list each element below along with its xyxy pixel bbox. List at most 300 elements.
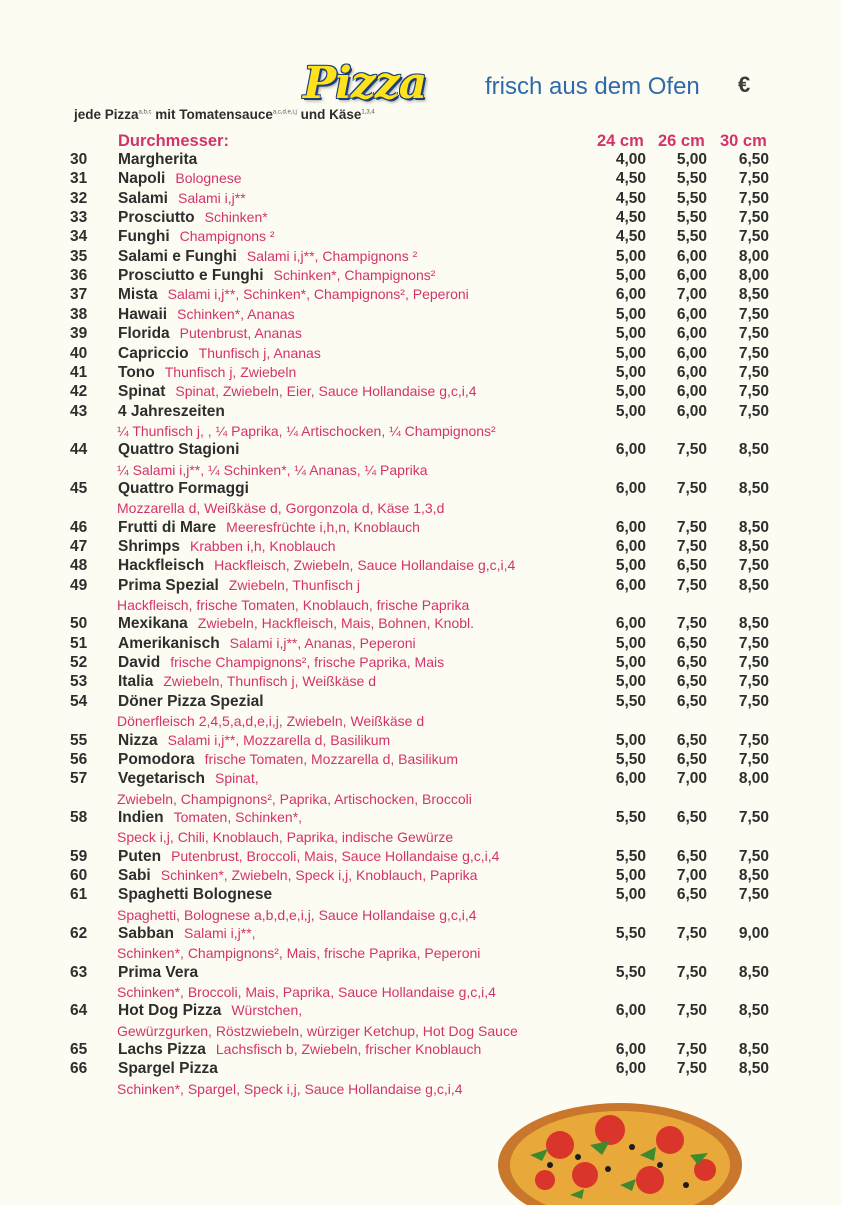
price-24cm: 5,50 [615, 808, 646, 826]
item-name: Prosciutto [118, 209, 195, 227]
price-30cm: 8,50 [738, 1060, 769, 1078]
item-ingredients: frische Tomaten, Mozzarella d, Basilikum [204, 750, 459, 767]
price-30cm: 8,50 [738, 441, 769, 459]
price-24cm: 5,00 [615, 247, 646, 265]
size-header-24: 24 cm [597, 132, 644, 150]
price-30cm: 8,00 [738, 770, 769, 788]
item-number: 33 [70, 209, 88, 227]
item-ingredients: Putenbrust, Broccoli, Mais, Sauce Hollandaise g,c,i,4 [171, 847, 500, 864]
pizza-logo: Pizza [303, 58, 427, 109]
item-name: Funghi [118, 228, 170, 246]
price-24cm: 6,00 [615, 538, 646, 555]
item-ingredients: Bolognese [175, 170, 242, 187]
item-name-line [118, 519, 420, 537]
item-number: 42 [70, 383, 88, 401]
price-26cm: 6,50 [676, 692, 707, 710]
price-26cm: 7,50 [676, 1002, 707, 1020]
price-30cm: 7,50 [738, 402, 769, 420]
item-number: 60 [70, 866, 88, 884]
item-name-line [118, 886, 272, 904]
price-30cm: 8,50 [738, 1041, 769, 1059]
menu-item [0, 693, 842, 713]
menu-item [0, 1002, 842, 1022]
price-24cm: 5,00 [615, 267, 646, 285]
price-26cm: 7,50 [676, 925, 707, 942]
item-ingredients: Würstchen, [231, 1002, 303, 1019]
price-30cm: 8,50 [738, 866, 769, 884]
item-ingredients: Schinken* [204, 209, 268, 226]
item-name-line [118, 693, 264, 711]
item-number: 39 [70, 325, 88, 343]
item-number: 53 [70, 673, 88, 691]
price-24cm: 6,00 [615, 1041, 646, 1059]
price-24cm: 5,50 [615, 692, 646, 710]
price-24cm: 6,00 [615, 441, 646, 459]
item-number: 41 [70, 363, 88, 381]
price-26cm: 7,00 [676, 866, 707, 884]
item-ingredients-line: ¼ Thunfisch j, , ¼ Paprika, ¼ Artischocken, ¼ Champignons² [117, 422, 496, 439]
price-30cm: 8,50 [738, 479, 769, 497]
menu-item [0, 383, 842, 403]
menu-item [0, 480, 842, 500]
price-30cm: 8,00 [738, 247, 769, 265]
item-name: Tono [118, 363, 155, 381]
price-24cm: 6,00 [615, 1060, 646, 1078]
item-ingredients: Salami i,j**, [183, 925, 256, 941]
price-30cm: 7,50 [738, 189, 769, 207]
item-name: David [118, 654, 161, 672]
item-ingredients: Schinken*, Zwiebeln, Speck i,j, Knoblauch, Paprika [160, 866, 478, 883]
item-ingredients: Zwiebeln, Thunfisch j, Weißkäse d [163, 673, 377, 690]
menu-item [0, 1060, 842, 1080]
price-30cm: 7,50 [738, 692, 769, 710]
item-name: Capriccio [118, 344, 189, 362]
price-26cm: 7,50 [676, 1041, 707, 1059]
price-24cm: 5,50 [615, 925, 646, 942]
item-number: 32 [70, 189, 88, 207]
item-name: Italia [118, 673, 154, 691]
item-name-line [118, 209, 268, 227]
menu-item [0, 577, 842, 597]
item-ingredients-line: Schinken*, Spargel, Speck i,j, Sauce Hollandaise g,c,i,4 [117, 1080, 463, 1097]
menu-item [0, 151, 842, 171]
item-name-line [118, 635, 416, 653]
item-number: 47 [70, 538, 88, 555]
item-name-line [118, 306, 295, 324]
item-name: Hackfleisch [118, 557, 205, 575]
price-24cm: 5,00 [615, 634, 646, 652]
price-26cm: 6,50 [676, 750, 707, 768]
item-number: 54 [70, 692, 88, 710]
menu-item [0, 170, 842, 190]
menu-item [0, 770, 842, 790]
price-26cm: 6,50 [676, 557, 707, 575]
item-name-line [118, 925, 256, 943]
item-name: Salami [118, 189, 168, 207]
item-name: Hawaii [118, 305, 168, 323]
item-name-line [118, 170, 242, 188]
item-ingredients: Spinat, [215, 770, 259, 787]
item-name-line [118, 770, 259, 788]
menu-item [0, 1041, 842, 1061]
allergen-note-1: a,b,c [138, 109, 152, 116]
price-30cm: 7,50 [738, 383, 769, 401]
item-number: 64 [70, 1002, 88, 1020]
item-name-line [118, 809, 302, 827]
menu-item [0, 867, 842, 887]
item-name: Vegetarisch [118, 770, 206, 788]
item-name: Frutti di Mare [118, 518, 217, 536]
item-number: 43 [70, 402, 88, 420]
price-26cm: 7,50 [676, 576, 707, 594]
price-24cm: 6,00 [615, 576, 646, 594]
price-30cm: 7,50 [738, 654, 769, 672]
price-26cm: 6,00 [676, 305, 707, 323]
item-ingredients: Thunfisch j, Ananas [198, 344, 321, 361]
item-name-line [118, 577, 360, 595]
item-number: 55 [70, 731, 88, 749]
item-ingredients: Hackfleisch, Zwiebeln, Sauce Hollandaise g,c,i,4 [214, 557, 516, 574]
price-24cm: 5,00 [615, 363, 646, 381]
price-24cm: 5,50 [615, 963, 646, 981]
menu-item [0, 325, 842, 345]
item-ingredients: Salami i,j** [177, 189, 246, 206]
item-name-line [118, 286, 469, 304]
price-30cm: 7,50 [738, 673, 769, 691]
price-24cm: 6,00 [615, 518, 646, 536]
item-ingredients: Champignons ² [179, 228, 275, 245]
item-ingredients-line: Spaghetti, Bolognese a,b,d,e,i,j, Sauce Hollandaise g,c,i,4 [117, 906, 477, 923]
price-30cm: 7,50 [738, 634, 769, 652]
item-name: Sabban [118, 925, 174, 942]
item-number: 56 [70, 750, 88, 768]
item-name: Prima Spezial [118, 576, 219, 594]
item-name: Spinat [118, 383, 166, 401]
item-name-line [118, 403, 225, 421]
price-26cm: 5,50 [676, 189, 707, 207]
menu-item [0, 364, 842, 384]
item-ingredients-line: ¼ Salami i,j**, ¼ Schinken*, ¼ Ananas, ¼ Paprika [117, 461, 428, 478]
price-24cm: 5,00 [615, 383, 646, 401]
item-number: 45 [70, 479, 88, 497]
menu-item [0, 635, 842, 655]
price-26cm: 6,00 [676, 267, 707, 285]
intro-part-b: mit Tomatensauce [151, 107, 273, 122]
price-24cm: 4,50 [615, 209, 646, 227]
menu-item [0, 654, 842, 674]
item-name-line [118, 867, 477, 885]
price-30cm: 8,00 [738, 267, 769, 285]
item-ingredients: Schinken*, Ananas [177, 305, 295, 322]
item-ingredients-line: Mozzarella d, Weißkäse d, Gorgonzola d, Käse 1,3,d [117, 500, 445, 517]
item-name: Mista [118, 286, 158, 304]
item-name: Napoli [118, 170, 166, 188]
item-ingredients-line: Hackfleisch, frische Tomaten, Knoblauch, frische Paprika [117, 597, 470, 614]
item-number: 63 [70, 963, 88, 981]
menu-item [0, 306, 842, 326]
item-name: Florida [118, 325, 170, 343]
item-name: Pomodora [118, 750, 195, 768]
item-number: 35 [70, 247, 88, 265]
menu-item [0, 519, 842, 539]
item-name: Quattro Formaggi [118, 479, 249, 497]
price-24cm: 4,00 [615, 151, 646, 168]
item-ingredients: Salami i,j**, Ananas, Peperoni [229, 634, 416, 651]
price-30cm: 7,50 [738, 363, 769, 381]
price-26cm: 6,50 [676, 673, 707, 691]
price-30cm: 7,50 [738, 557, 769, 575]
item-number: 36 [70, 267, 88, 285]
item-name-line [118, 848, 499, 866]
menu-item [0, 209, 842, 229]
price-30cm: 8,50 [738, 518, 769, 536]
item-number: 66 [70, 1060, 88, 1078]
item-ingredients: Tomaten, Schinken*, [173, 808, 303, 825]
price-30cm: 7,50 [738, 228, 769, 246]
item-name: Lachs Pizza [118, 1041, 206, 1059]
price-24cm: 5,00 [615, 886, 646, 904]
item-name-line [118, 1041, 481, 1059]
price-30cm: 7,50 [738, 750, 769, 768]
price-24cm: 6,00 [615, 770, 646, 788]
price-26cm: 6,50 [676, 634, 707, 652]
item-ingredients: Lachsfisch b, Zwiebeln, frischer Knoblauch [215, 1041, 482, 1058]
item-name: Amerikanisch [118, 634, 220, 652]
menu-item [0, 673, 842, 693]
size-header-30: 30 cm [720, 132, 767, 150]
pizza-image [490, 1085, 750, 1205]
item-name-line [118, 151, 197, 169]
menu-item [0, 441, 842, 461]
price-30cm: 7,50 [738, 886, 769, 904]
menu-item [0, 886, 842, 906]
price-26cm: 7,00 [676, 770, 707, 788]
price-24cm: 5,00 [615, 673, 646, 691]
item-ingredients: Meeresfrüchte i,h,n, Knoblauch [226, 518, 420, 535]
item-ingredients-line: Zwiebeln, Champignons², Paprika, Artischocken, Broccoli [117, 790, 472, 807]
price-26cm: 6,50 [676, 847, 707, 865]
item-number: 48 [70, 557, 88, 575]
menu-item [0, 345, 842, 365]
item-ingredients-line: Speck i,j, Chili, Knoblauch, Paprika, indische Gewürze [117, 829, 454, 846]
price-26cm: 6,00 [676, 325, 707, 343]
price-26cm: 6,00 [676, 363, 707, 381]
intro-text [74, 107, 375, 122]
item-name: Döner Pizza Spezial [118, 692, 264, 710]
price-30cm: 7,50 [738, 325, 769, 343]
item-name-line [118, 964, 198, 982]
item-name-line [118, 190, 246, 208]
price-24cm: 4,50 [615, 170, 646, 188]
item-name-line [118, 751, 458, 769]
menu-item [0, 248, 842, 268]
item-name-line [118, 538, 336, 556]
item-name-line [118, 383, 477, 401]
size-header-26: 26 cm [658, 132, 705, 150]
item-number: 52 [70, 654, 88, 672]
price-24cm: 6,00 [615, 615, 646, 633]
item-ingredients: Spinat, Zwiebeln, Eier, Sauce Hollandaise g,c,i,4 [175, 383, 477, 400]
price-30cm: 7,50 [738, 170, 769, 188]
price-24cm: 5,00 [615, 654, 646, 672]
menu-item [0, 267, 842, 287]
menu-item [0, 964, 842, 984]
item-name: Quattro Stagioni [118, 441, 240, 459]
item-number: 65 [70, 1041, 88, 1059]
price-24cm: 5,00 [615, 305, 646, 323]
item-ingredients: Salami i,j**, Champignons ² [246, 247, 418, 264]
menu-item [0, 615, 842, 635]
item-name: Nizza [118, 731, 158, 749]
price-24cm: 6,00 [615, 1002, 646, 1020]
item-name-line [118, 248, 417, 266]
price-24cm: 4,50 [615, 228, 646, 246]
menu-item [0, 732, 842, 752]
menu-item [0, 848, 842, 868]
item-name-line [118, 267, 435, 285]
menu-item [0, 925, 842, 945]
price-24cm: 5,50 [615, 847, 646, 865]
price-30cm: 8,50 [738, 538, 769, 555]
item-name: Margherita [118, 151, 198, 168]
item-ingredients: Zwiebeln, Thunfisch j [228, 576, 361, 593]
item-name-line [118, 615, 474, 633]
item-ingredients: Schinken*, Champignons² [273, 267, 436, 284]
item-name: 4 Jahreszeiten [118, 402, 225, 420]
item-ingredients: Krabben i,h, Knoblauch [190, 538, 336, 554]
item-name: Prosciutto e Funghi [118, 267, 264, 285]
price-26cm: 7,00 [676, 286, 707, 304]
price-24cm: 5,00 [615, 866, 646, 884]
price-24cm: 5,00 [615, 557, 646, 575]
price-26cm: 6,00 [676, 247, 707, 265]
item-name-line [118, 673, 376, 691]
price-26cm: 6,00 [676, 344, 707, 362]
price-24cm: 5,00 [615, 402, 646, 420]
item-number: 59 [70, 847, 88, 865]
item-name: Shrimps [118, 538, 181, 555]
item-number: 57 [70, 770, 88, 788]
item-number: 37 [70, 286, 88, 304]
item-number: 49 [70, 576, 88, 594]
item-name-line [118, 345, 321, 363]
price-30cm: 8,50 [738, 963, 769, 981]
item-name-line [118, 557, 515, 575]
allergen-note-2: a,c,d,e,i,j [272, 109, 297, 116]
item-name: Puten [118, 847, 162, 865]
intro-part-a: jede Pizza [74, 107, 139, 122]
menu-item [0, 751, 842, 771]
price-30cm: 7,50 [738, 731, 769, 749]
menu-item [0, 190, 842, 210]
price-26cm: 6,00 [676, 402, 707, 420]
menu-subtitle: frisch aus dem Ofen [485, 73, 700, 100]
item-name-line [118, 325, 302, 343]
item-number: 46 [70, 518, 88, 536]
item-name-line [118, 228, 275, 246]
item-name: Hot Dog Pizza [118, 1002, 222, 1020]
price-26cm: 7,50 [676, 615, 707, 633]
item-number: 30 [70, 151, 88, 168]
item-name-line [118, 480, 249, 498]
item-number: 40 [70, 344, 88, 362]
item-number: 58 [70, 808, 88, 826]
price-24cm: 5,50 [615, 750, 646, 768]
price-26cm: 6,50 [676, 654, 707, 672]
item-name-line [118, 441, 239, 459]
allergen-note-3: 1,3,4 [361, 109, 375, 116]
price-26cm: 7,50 [676, 518, 707, 536]
price-26cm: 7,50 [676, 963, 707, 981]
item-ingredients: Thunfisch j, Zwiebeln [164, 363, 297, 380]
item-name: Spaghetti Bolognese [118, 886, 273, 904]
menu-item [0, 228, 842, 248]
item-name-line [118, 732, 390, 750]
price-30cm: 8,50 [738, 576, 769, 594]
menu-item [0, 538, 842, 558]
price-24cm: 6,00 [615, 479, 646, 497]
price-24cm: 5,00 [615, 344, 646, 362]
item-name: Prima Vera [118, 963, 199, 981]
price-26cm: 5,50 [676, 209, 707, 227]
price-30cm: 8,50 [738, 1002, 769, 1020]
price-26cm: 7,50 [676, 441, 707, 459]
price-30cm: 7,50 [738, 808, 769, 826]
price-30cm: 7,50 [738, 305, 769, 323]
item-number: 38 [70, 305, 88, 323]
item-ingredients: frische Champignons², frische Paprika, Mais [170, 654, 445, 671]
item-number: 51 [70, 634, 88, 652]
price-24cm: 4,50 [615, 189, 646, 207]
item-name-line [118, 364, 296, 382]
price-26cm: 5,50 [676, 228, 707, 246]
price-30cm: 7,50 [738, 209, 769, 227]
item-name-line [118, 1060, 218, 1078]
price-26cm: 6,50 [676, 731, 707, 749]
item-name: Mexikana [118, 615, 188, 633]
item-number: 31 [70, 170, 88, 188]
item-name-line [118, 654, 444, 672]
item-number: 62 [70, 925, 88, 942]
intro-part-c: und Käse [296, 107, 362, 122]
item-ingredients-line: Schinken*, Champignons², Mais, frische Paprika, Peperoni [117, 945, 481, 962]
price-30cm: 8,50 [738, 286, 769, 304]
price-26cm: 7,50 [676, 538, 707, 555]
item-name: Spargel Pizza [118, 1060, 218, 1078]
item-ingredients-line: Dönerfleisch 2,4,5,a,d,e,i,j, Zwiebeln, Weißkäse d [117, 713, 425, 730]
item-name: Salami e Funghi [118, 247, 237, 265]
item-number: 61 [70, 886, 88, 904]
menu-item [0, 557, 842, 577]
item-ingredients-line: Schinken*, Broccoli, Mais, Paprika, Sauce Hollandaise g,c,i,4 [117, 984, 496, 1001]
menu-item [0, 809, 842, 829]
item-ingredients: Salami i,j**, Schinken*, Champignons², Peperoni [167, 286, 469, 303]
price-26cm: 6,00 [676, 383, 707, 401]
diameter-label: Durchmesser: [118, 132, 229, 150]
item-ingredients: Zwiebeln, Hackfleisch, Mais, Bohnen, Knobl. [197, 615, 475, 632]
item-name: Indien [118, 808, 164, 826]
price-30cm: 7,50 [738, 344, 769, 362]
item-number: 50 [70, 615, 88, 633]
price-26cm: 5,00 [676, 151, 707, 168]
price-26cm: 5,50 [676, 170, 707, 188]
item-name-line [118, 1002, 302, 1020]
item-number: 44 [70, 441, 88, 459]
price-30cm: 7,50 [738, 847, 769, 865]
item-number: 34 [70, 228, 88, 246]
price-26cm: 7,50 [676, 479, 707, 497]
item-ingredients: Putenbrust, Ananas [179, 325, 302, 342]
